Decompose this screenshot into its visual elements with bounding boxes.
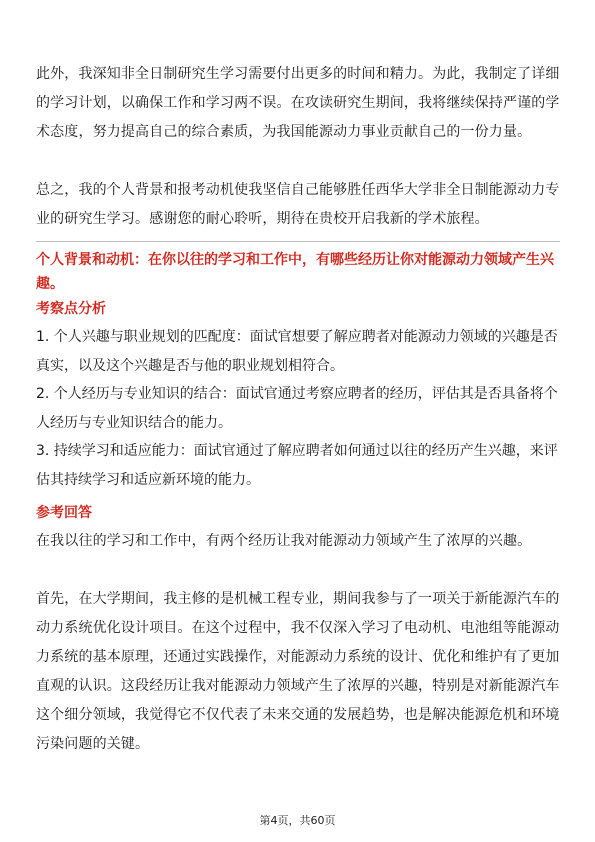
answer-paragraph-2: 首先，在大学期间，我主修的是机械工程专业，期间我参与了一项关于新能源汽车的动力系统优化设计项目。在这个过程中，我不仅深入学习了电动机、电池组等能源动力系统的基本原理，还通过实践操作，对能源动力系统的设计、优化和维护有了更加直观的认识。这段经历让我对能源动力领域产生了浓厚的兴趣，特别是对新能源汽车这个细分领域，我觉得它不仅代表了未来交通的发展趋势，也是解决能源危机和环境污染问题的关键。 bbox=[36, 591, 560, 752]
interview-question: 个人背景和动机：在你以往的学习和工作中，有哪些经历让你对能源动力领域产生兴趣。 bbox=[36, 252, 554, 292]
intro-paragraph-2: 总之，我的个人背景和报考动机使我坚信自己能够胜任西华大学非全日制能源动力专业的研究生学习。感谢您的耐心聆听，期待在贵校开启我新的学术旅程。 bbox=[36, 182, 560, 227]
analysis-point-3: 3. 持续学习和适应能力：面试官通过了解应聘者如何通过以往的经历产生兴趣，来评估其持续学习和适应新环境的能力。 bbox=[36, 443, 558, 488]
answer-heading: 参考回答 bbox=[36, 505, 92, 521]
analysis-heading: 考察点分析 bbox=[36, 301, 106, 317]
page-number-footer: 第4页，共60页 bbox=[259, 814, 336, 827]
analysis-point-1: 1. 个人兴趣与职业规划的匹配度：面试官想要了解应聘者对能源动力领域的兴趣是否真实，以及这个兴趣是否与他的职业规划相符合。 bbox=[36, 329, 558, 374]
section-divider bbox=[36, 241, 560, 242]
document-page bbox=[36, 60, 560, 759]
intro-paragraph-1: 此外，我深知非全日制研究生学习需要付出更多的时间和精力。为此，我制定了详细的学习计划，以确保工作和学习两不误。在攻读研究生期间，我将继续保持严谨的学术态度，努力提高自己的综合素质，为我国能源动力事业贡献自己的一份力量。 bbox=[36, 66, 560, 140]
answer-paragraph-1: 在我以往的学习和工作中，有两个经历让我对能源动力领域产生了浓厚的兴趣。 bbox=[36, 533, 532, 549]
analysis-point-2: 2. 个人经历与专业知识的结合：面试官通过考察应聘者的经历，评估其是否具备将个人经历与专业知识结合的能力。 bbox=[36, 386, 558, 431]
